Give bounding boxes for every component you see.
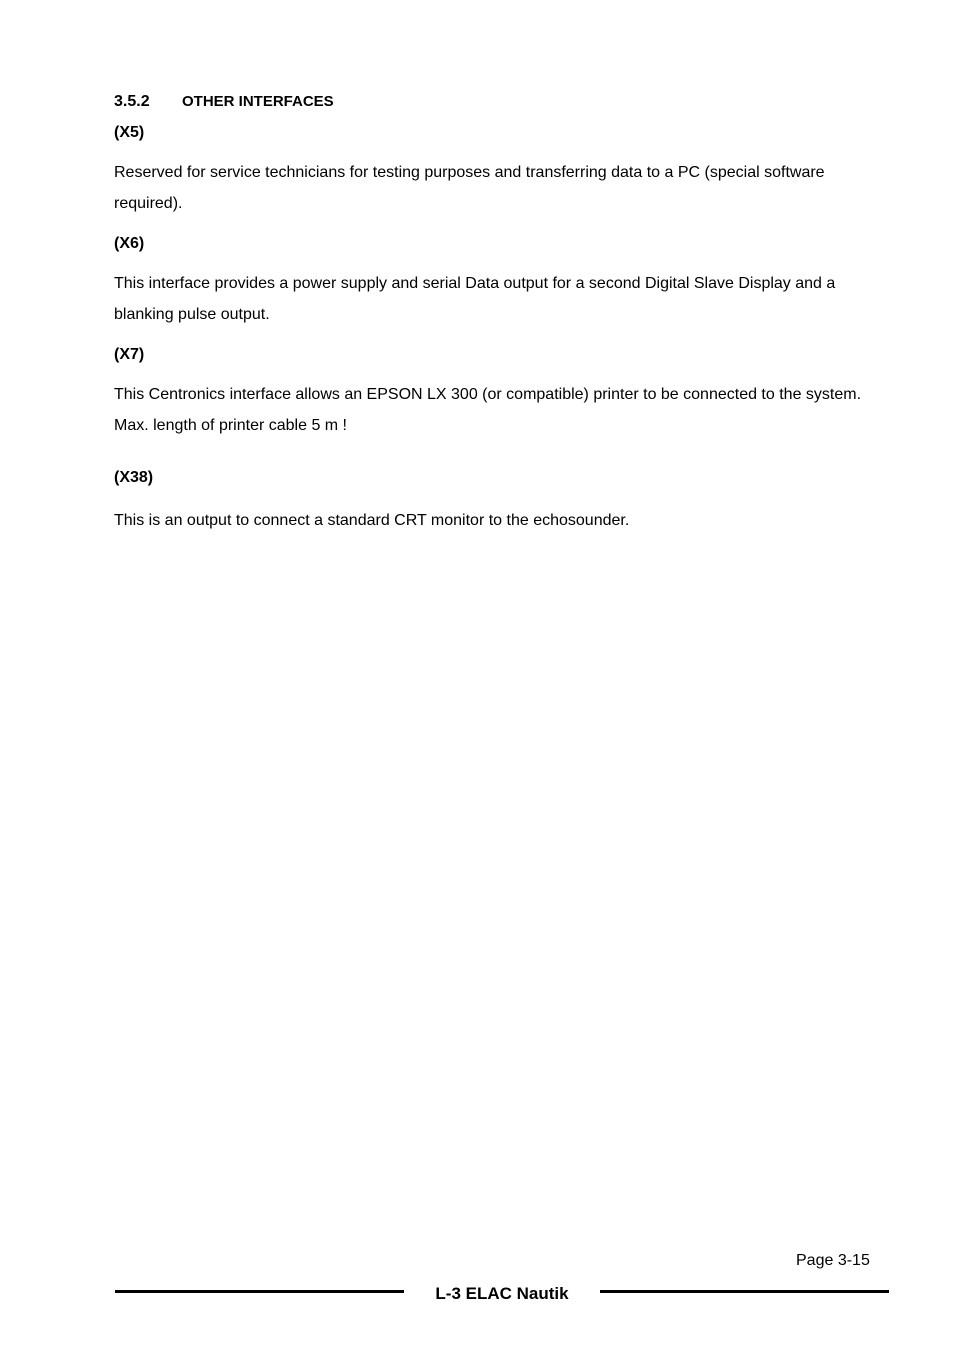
interface-text-x7: This Centronics interface allows an EPSON LX 300 (or compatible) printer to be connected to the system. Max. length of printer cable 5 m ! [114,386,862,434]
interface-label-x6: (X6) [114,235,145,252]
interface-text-x38: This is an output to connect a standard CRT monitor to the echosounder. [114,512,630,529]
interface-label-x7: (X7) [114,346,145,363]
section-title: OTHER INTERFACES [182,93,334,110]
footer-company-name: L-3 ELAC Nautik [435,1284,569,1303]
section-number: 3.5.2 [114,93,150,110]
interface-text-x5: Reserved for service technicians for testing purposes and transferring data to a PC (special software required). [114,164,825,212]
interface-text-x6: This interface provides a power supply and serial Data output for a second Digital Slave Display and a blanking pulse output. [114,275,836,323]
footer-rule-left [115,1290,404,1293]
page-number: Page 3-15 [796,1252,870,1269]
interface-label-x38: (X38) [114,469,154,486]
interface-label-x5: (X5) [114,124,145,141]
section-heading [114,93,334,111]
footer-rule-right [600,1290,889,1293]
